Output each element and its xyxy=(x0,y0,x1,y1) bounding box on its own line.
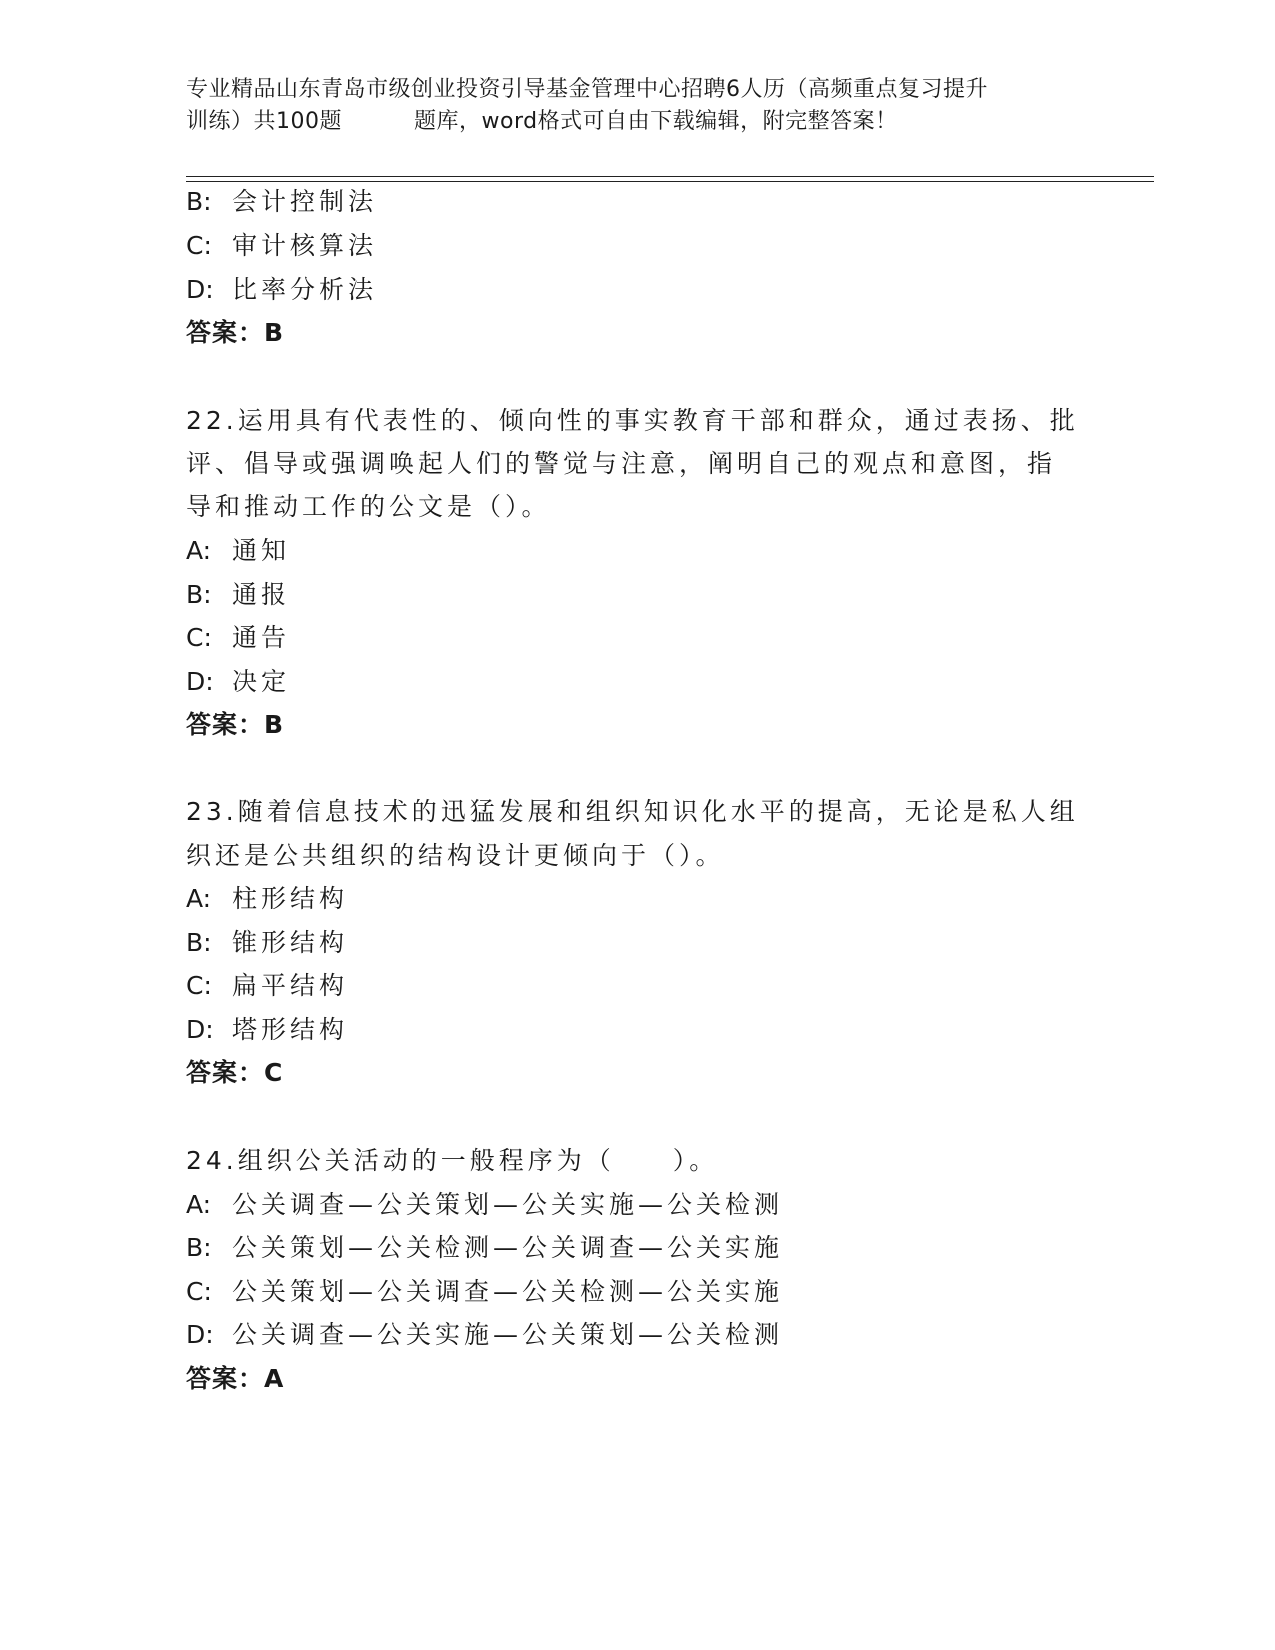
option-text: 塔形结构 xyxy=(232,1015,349,1044)
option-text: 扁平结构 xyxy=(232,971,349,1000)
option-label: A: xyxy=(186,884,212,913)
option-label: A: xyxy=(186,536,212,565)
option-c xyxy=(186,623,290,653)
option-c xyxy=(186,971,348,1001)
option-b xyxy=(186,1233,783,1263)
option-label: B: xyxy=(186,1233,212,1262)
answer: 答案：B xyxy=(186,318,285,347)
answer: 答案：A xyxy=(186,1364,285,1393)
option-text: 比率分析法 xyxy=(232,275,378,304)
option-label: D: xyxy=(186,667,214,696)
option-text: 审计核算法 xyxy=(232,231,378,260)
option-label: C: xyxy=(186,231,212,260)
answer: 答案：B xyxy=(186,710,285,739)
option-d xyxy=(186,1320,783,1350)
option-label: D: xyxy=(186,275,214,304)
option-label: D: xyxy=(186,1015,214,1044)
option-d xyxy=(186,275,377,305)
option-text: 通知 xyxy=(232,536,291,565)
option-a xyxy=(186,536,290,566)
option-text: 锥形结构 xyxy=(232,928,349,957)
option-b xyxy=(186,928,348,958)
option-c xyxy=(186,1277,783,1307)
option-a xyxy=(186,1190,783,1220)
option-text: 公关调查—公关策划—公关实施—公关检测 xyxy=(232,1190,784,1219)
question-text-line: 22.运用具有代表性的、倾向性的事实教育干部和群众，通过表扬、批 xyxy=(186,406,1079,435)
option-b xyxy=(186,187,377,217)
option-label: B: xyxy=(186,580,212,609)
option-a xyxy=(186,884,348,914)
header-line-2 xyxy=(186,106,1086,138)
option-label: C: xyxy=(186,971,212,1000)
option-text: 会计控制法 xyxy=(232,187,378,216)
option-label: C: xyxy=(186,623,212,652)
option-text: 决定 xyxy=(232,667,291,696)
header-line-2-part-b: 题库，word格式可自由下载编辑，附完整答案！ xyxy=(414,109,898,134)
header-line-1: 专业精品山东青岛市级创业投资引导基金管理中心招聘6人历（高频重点复习提升 xyxy=(186,77,988,102)
header-line-2-part-a: 训练）共100题 xyxy=(186,109,342,134)
question-text-line: 导和推动工作的公文是（）。 xyxy=(186,492,551,521)
page-header xyxy=(186,74,1086,138)
header-divider-bottom xyxy=(186,181,1154,182)
answer: 答案：C xyxy=(186,1058,284,1087)
option-text: 通报 xyxy=(232,580,291,609)
question-text-line: 评、倡导或强调唤起人们的警觉与注意，阐明自己的观点和意图，指 xyxy=(186,449,1057,478)
option-label: A: xyxy=(186,1190,212,1219)
question-text-line: 24.组织公关活动的一般程序为（ ）。 xyxy=(186,1146,719,1175)
header-divider-top xyxy=(186,176,1154,177)
question-text-line: 织还是公共组织的结构设计更倾向于（）。 xyxy=(186,841,725,870)
option-b xyxy=(186,580,290,610)
option-text: 公关策划—公关调查—公关检测—公关实施 xyxy=(232,1277,784,1306)
option-d xyxy=(186,1015,348,1045)
option-label: B: xyxy=(186,187,212,216)
option-text: 通告 xyxy=(232,623,291,652)
option-label: D: xyxy=(186,1320,214,1349)
option-label: C: xyxy=(186,1277,212,1306)
option-text: 公关策划—公关检测—公关调查—公关实施 xyxy=(232,1233,784,1262)
option-d xyxy=(186,667,290,697)
option-text: 柱形结构 xyxy=(232,884,349,913)
option-c xyxy=(186,231,377,261)
question-text-line: 23.随着信息技术的迅猛发展和组织知识化水平的提高，无论是私人组 xyxy=(186,797,1079,826)
option-label: B: xyxy=(186,928,212,957)
option-text: 公关调查—公关实施—公关策划—公关检测 xyxy=(232,1320,784,1349)
